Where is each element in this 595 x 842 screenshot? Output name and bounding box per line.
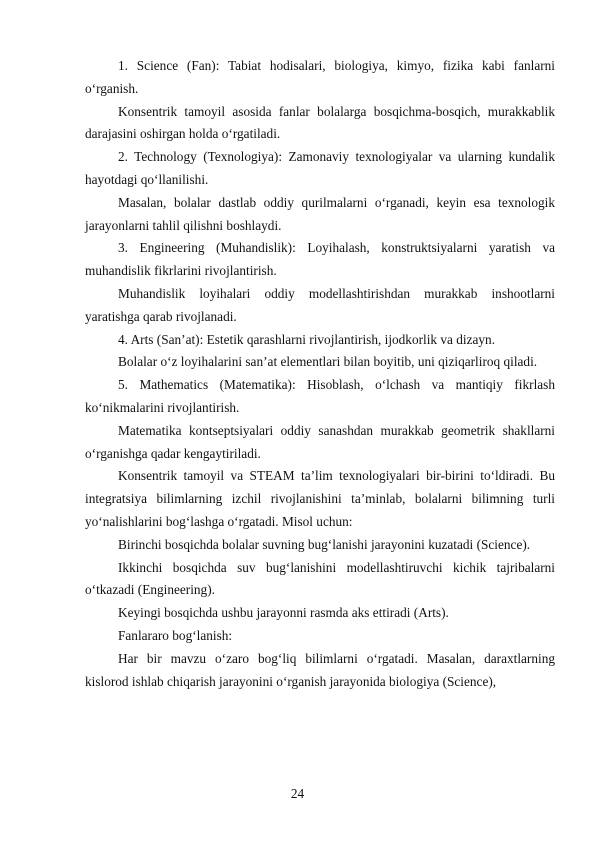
paragraph-interdisciplinary: Har bir mavzu o‘zaro bog‘liq bilimlarni o‘rgatadi. Masalan, daraxtlarning kislorod ishlab chiqarish jarayonini o‘rganish jarayonida biologiya (Science), xyxy=(85,650,555,689)
paragraph-mathematics-detail: Matematika kontseptsiyalari oddiy sanashdan murakkab geometrik shakllarni o‘rganishga qadar kengaytiriladi. xyxy=(85,422,555,461)
paragraph-interdisciplinary-heading: Fanlararo bog‘lanish: xyxy=(118,627,233,643)
paragraph-engineering-detail: Muhandislik loyihalari oddiy modellashtirishdan murakkab inshootlarni yaratishga qarab rivojlanadi. xyxy=(85,285,555,324)
paragraph-mathematics: 5. Mathematics (Matematika): Hisoblash, o‘lchash va mantiqiy fikrlash ko‘nikmalarini rivojlantirish. xyxy=(85,377,555,415)
page-number: 24 xyxy=(290,786,305,801)
paragraph-stage-three: Keyingi bosqichda ushbu jarayonni rasmda aks ettiradi (Arts). xyxy=(118,605,449,621)
paragraph-science-detail: Konsentrik tamoyil asosida fanlar bolalarga bosqichma-bosqich, murakkablik darajasini oshirgan holda o‘rgatiladi. xyxy=(85,103,555,142)
paragraph-arts: 4. Arts (San’at): Estetik qarashlarni rivojlantirish, ijodkorlik va dizayn. xyxy=(118,331,496,347)
paragraph-technology: 2. Technology (Texnologiya): Zamonaviy texnologiyalar va ularning kundalik hayotdagi qo‘llanilishi. xyxy=(85,149,555,187)
document-body xyxy=(85,55,555,693)
paragraph-integration: Konsentrik tamoyil va STEAM ta’lim texnologiyalari bir-birini to‘ldiradi. Bu integratsiya bilimlarning izchil rivojlanishini ta’minlab, bolalarni bilimning turli yo‘nalishlarini bog‘lashga o‘rgatadi. Misol uchun: xyxy=(85,468,555,529)
paragraph-science: 1. Science (Fan): Tabiat hodisalari, biologiya, kimyo, fizika kabi fanlarni o‘rganish. xyxy=(85,58,555,96)
paragraph-arts-detail: Bolalar o‘z loyihalarini san’at elementlari bilan boyitib, uni qiziqarliroq qiladi. xyxy=(118,354,538,370)
paragraph-stage-two: Ikkinchi bosqichda suv bug‘lanishini modellashtiruvchi kichik tajribalarni o‘tkazadi (Engineering). xyxy=(85,559,555,598)
paragraph-engineering: 3. Engineering (Muhandislik): Loyihalash, konstruktsiyalarni yaratish va muhandislik fikrlarini rivojlantirish. xyxy=(85,240,555,279)
paragraph-technology-detail: Masalan, bolalar dastlab oddiy qurilmalarni o‘rganadi, keyin esa texnologik jarayonlarni tahlil qilishni boshlaydi. xyxy=(85,194,555,233)
paragraph-stage-one: Birinchi bosqichda bolalar suvning bug‘lanishi jarayonini kuzatadi (Science). xyxy=(118,536,531,552)
